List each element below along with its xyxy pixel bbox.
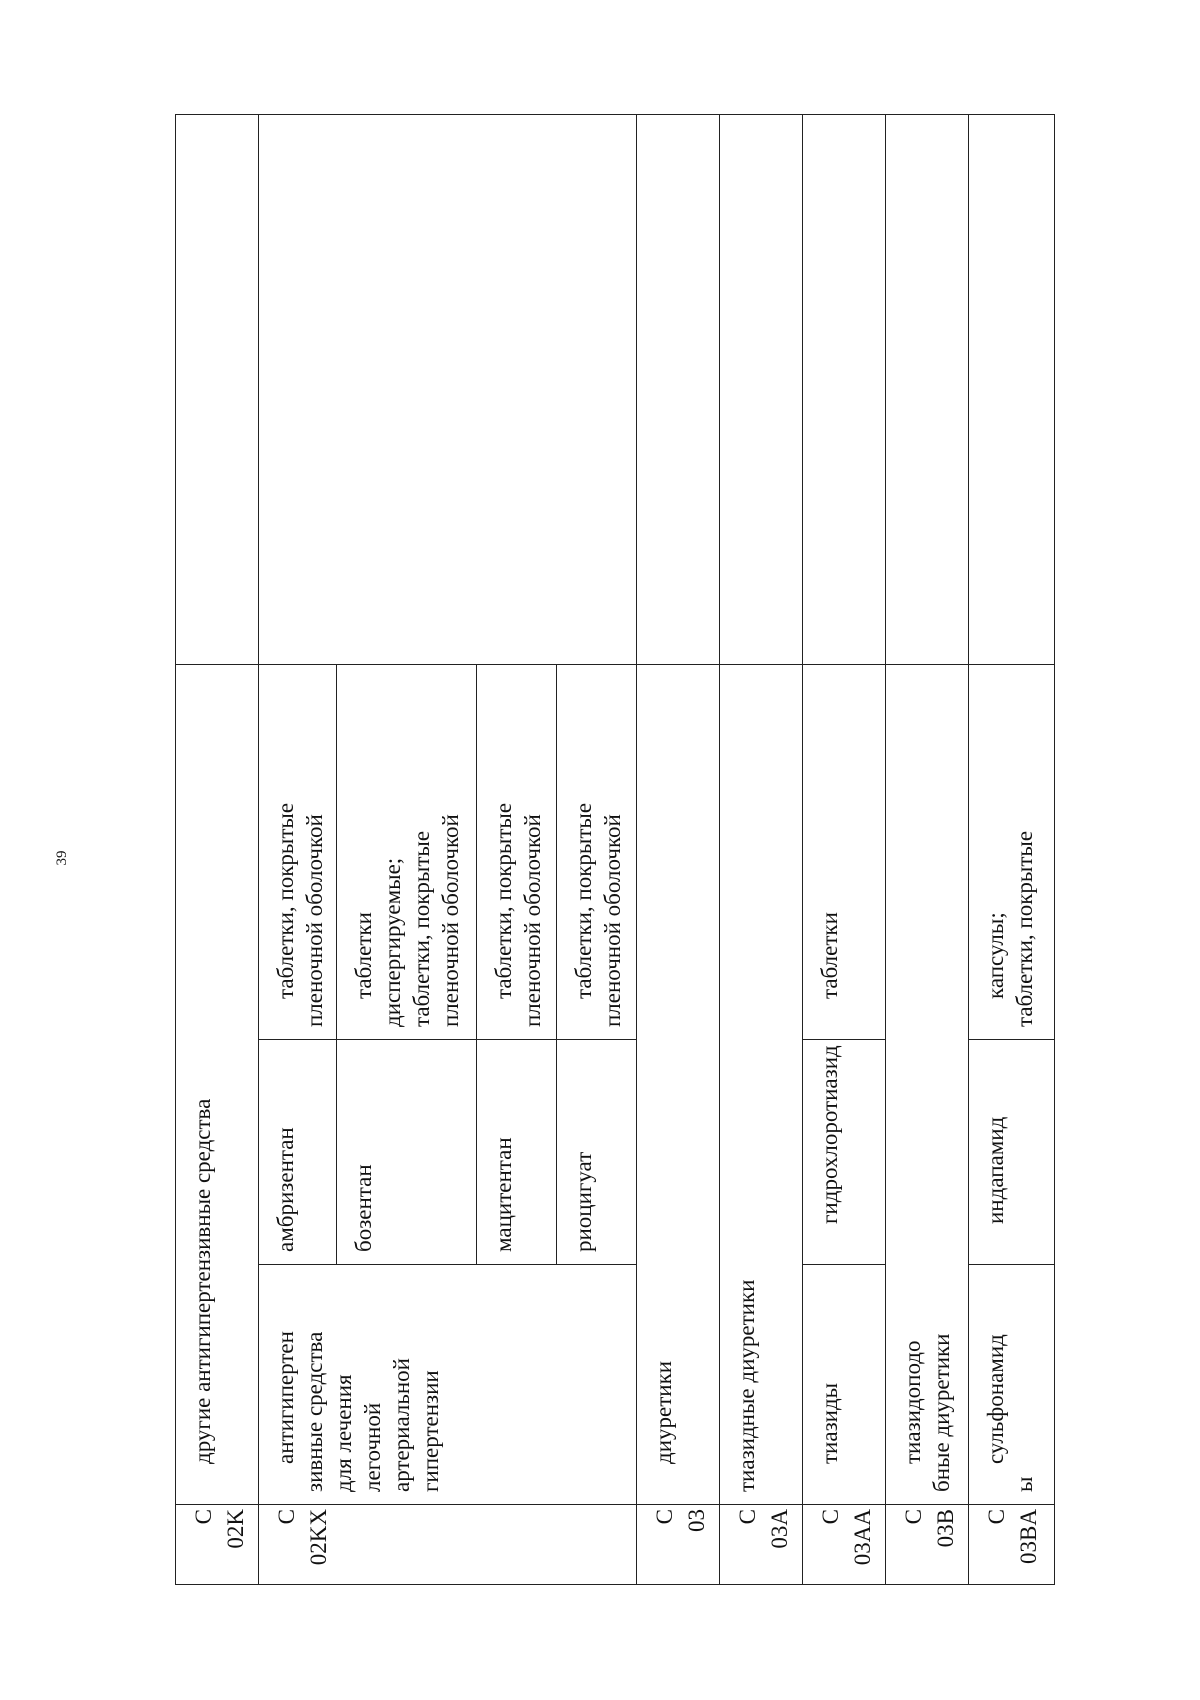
atc-code: С 03 [637,1505,720,1585]
empty-cell [176,114,259,664]
table-row [969,114,1055,1584]
empty-cell [259,114,637,664]
dosage-form: таблетки, покрытые пленочной оболочкой [477,664,557,1039]
drug-name: гидрохлоротиазид [803,1040,886,1265]
atc-table-container [175,115,1055,1585]
atc-code: С 03B [886,1505,969,1585]
atc-group-name: диуретики [637,664,720,1504]
table-row [176,114,259,1584]
drug-name: амбризентан [259,1040,337,1265]
atc-group-name: антигипертен зивные средства для лечения легочной артериальной гипертензии [259,1265,637,1505]
page-number: 39 [54,850,70,866]
empty-cell [720,114,803,664]
empty-cell [886,114,969,664]
table-row [886,114,969,1584]
atc-code: С 03A [720,1505,803,1585]
table-row [259,114,337,1584]
drug-name: мацитентан [477,1040,557,1265]
atc-classification-table [175,114,1055,1585]
table-row [803,114,886,1584]
empty-cell [969,114,1055,664]
atc-code: С 03BA [969,1505,1055,1585]
drug-name: бозентан [337,1040,477,1265]
drug-name: риоцигуат [557,1040,637,1265]
dosage-form: таблетки, покрытые пленочной оболочкой [259,664,337,1039]
dosage-form: таблетки диспергируемые; таблетки, покрытые пленочной оболочкой [337,664,477,1039]
drug-name: индапамид [969,1040,1055,1265]
atc-code: С 02K [176,1505,259,1585]
empty-cell [637,114,720,664]
atc-code: С 02KX [259,1505,637,1585]
empty-cell [803,114,886,664]
dosage-form: таблетки, покрытые пленочной оболочкой [557,664,637,1039]
atc-group-name: тиазиды [803,1265,886,1505]
atc-group-name: тиазидоподо бные диуретики [886,664,969,1504]
atc-code: С 03AA [803,1505,886,1585]
table-row [720,114,803,1584]
atc-group-name: сульфонамид ы [969,1265,1055,1505]
table-row [637,114,720,1584]
atc-group-name: другие антигипертензивные средства [176,664,259,1504]
atc-group-name: тиазидные диуретики [720,664,803,1504]
dosage-form: таблетки [803,664,886,1039]
dosage-form: капсулы; таблетки, покрытые [969,664,1055,1039]
